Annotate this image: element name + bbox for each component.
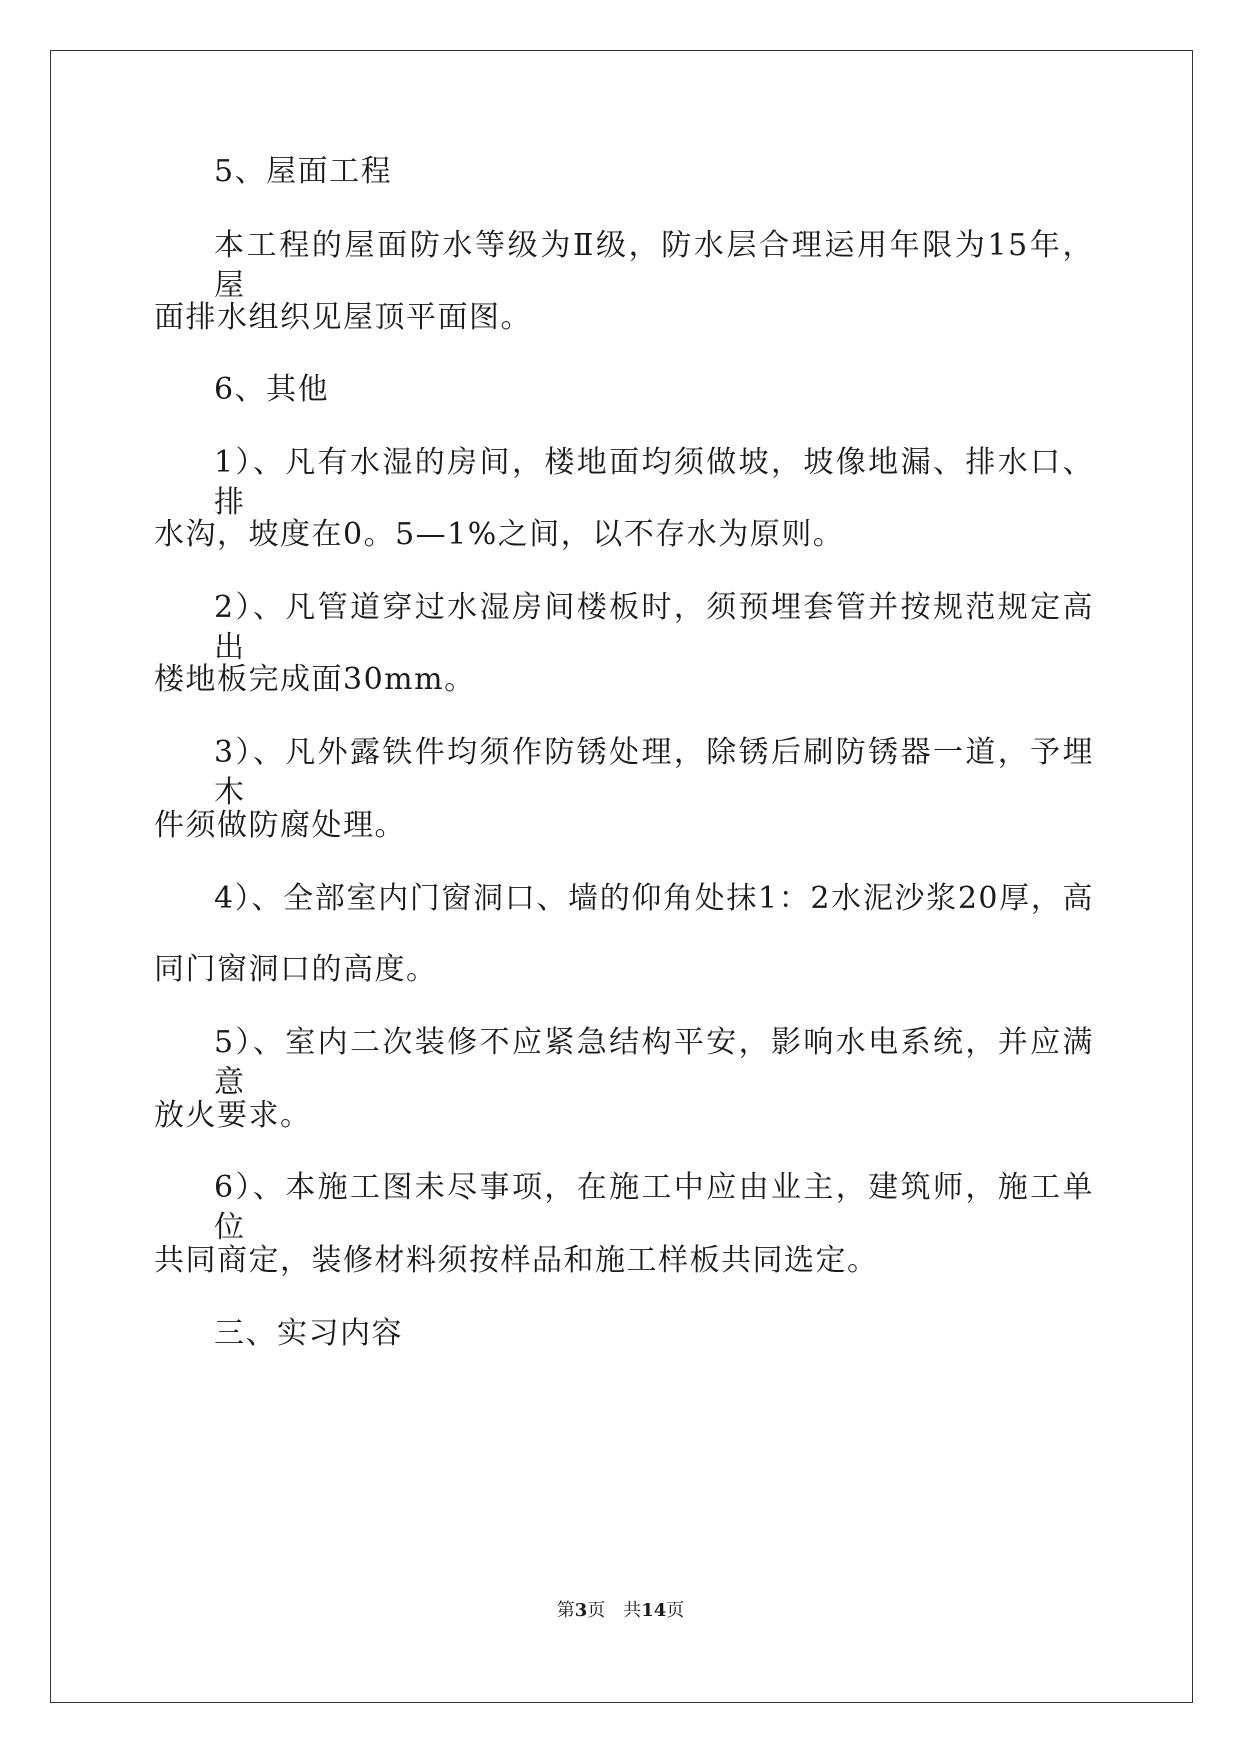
- paragraph-line: 件须做防腐处理。: [154, 808, 406, 843]
- section-heading: 5、屋面工程: [214, 154, 393, 189]
- paragraph-line: 1）、凡有水湿的房间，楼地面均须做坡，坡像地漏、排水口、排: [214, 445, 1094, 520]
- paragraph-line: 本工程的屋面防水等级为Ⅱ级，防水层合理运用年限为15年，屋: [214, 228, 1094, 303]
- paragraph-line: 同门窗洞口的高度。: [154, 952, 438, 987]
- section-heading: 6、其他: [214, 372, 330, 407]
- paragraph-line: 共同商定，装修材料须按样品和施工样板共同选定。: [154, 1243, 879, 1278]
- page-mid: 页 共: [587, 1600, 642, 1621]
- paragraph-line: 楼地板完成面30mm。: [154, 662, 476, 697]
- section-heading: 三、实习内容: [214, 1316, 403, 1351]
- page-suffix: 页: [666, 1600, 685, 1621]
- paragraph-line: 放火要求。: [154, 1098, 312, 1133]
- current-page-number: 3: [574, 1600, 588, 1621]
- page-footer: [0, 1599, 1241, 1623]
- paragraph-line: 面排水组织见屋顶平面图。: [154, 300, 532, 335]
- paragraph-line: 3）、凡外露铁件均须作防锈处理，除锈后刷防锈器一道，予埋木: [214, 735, 1094, 810]
- paragraph-line: 水沟，坡度在0。5—1%之间，以不存水为原则。: [154, 517, 845, 552]
- paragraph-line: 4）、全部室内门窗洞口、墙的仰角处抹1：2水泥沙浆20厚，高: [214, 881, 1094, 916]
- paragraph-line: 5）、室内二次装修不应紧急结构平安，影响水电系统，并应满意: [214, 1025, 1094, 1100]
- paragraph-line: 2）、凡管道穿过水湿房间楼板时，须预埋套管并按规范规定高出: [214, 590, 1094, 665]
- page-prefix: 第: [556, 1600, 575, 1621]
- total-pages-number: 14: [641, 1600, 667, 1621]
- paragraph-line: 6）、本施工图未尽事项，在施工中应由业主，建筑师，施工单位: [214, 1170, 1094, 1245]
